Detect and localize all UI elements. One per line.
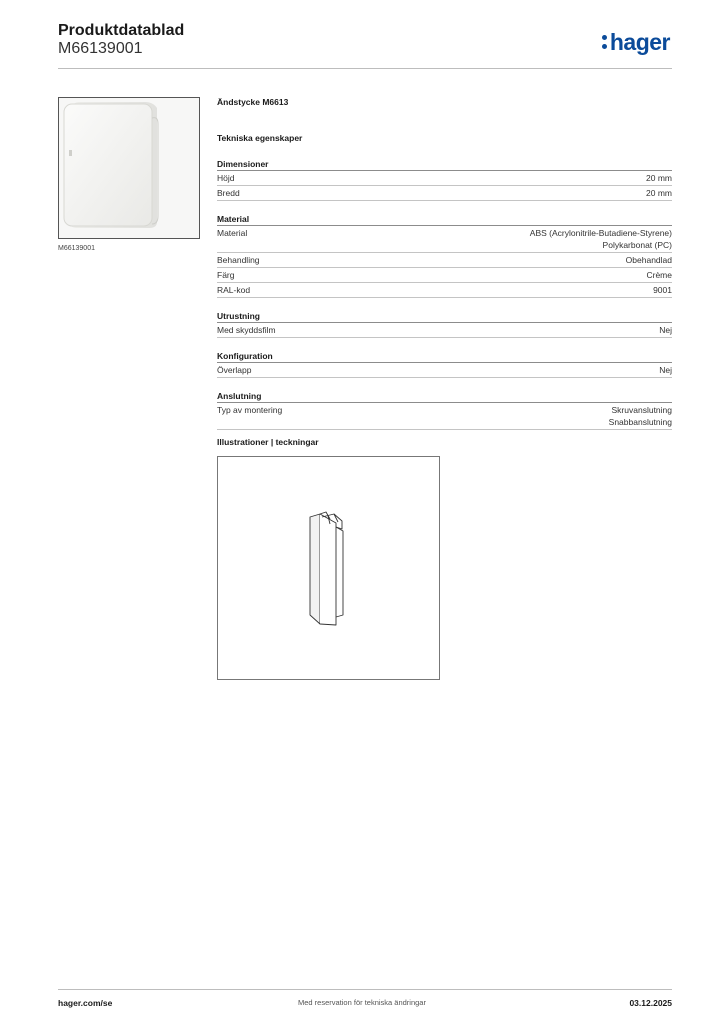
spec-value: Obehandlad (625, 255, 672, 265)
spec-label: Med skyddsfilm (217, 325, 276, 335)
spec-value: ABS (Acrylonitrile-Butadiene-Styrene) Polykarbonat (PC) (529, 228, 672, 250)
header-divider (58, 68, 672, 69)
spec-row (217, 283, 672, 298)
spec-value: Nej (659, 365, 672, 375)
spec-row (217, 403, 672, 430)
footer-website[interactable]: hager.com/se (58, 998, 113, 1008)
section-title: Dimensioner (217, 158, 672, 171)
spec-label: Bredd (217, 188, 240, 198)
spec-value: 9001 (653, 285, 672, 295)
spec-content (217, 96, 672, 430)
cover-box-image-icon (59, 98, 199, 238)
spec-label: Höjd (217, 173, 235, 183)
spec-row (217, 363, 672, 378)
spec-row (217, 323, 672, 338)
section-equipment (217, 310, 672, 338)
spec-row (217, 268, 672, 283)
spec-label: Material (217, 228, 248, 238)
document-number: M66139001 (58, 40, 143, 57)
section-title: Anslutning (217, 390, 672, 403)
spec-label: Överlapp (217, 365, 252, 375)
footer-divider (58, 989, 672, 990)
spec-row (217, 253, 672, 268)
spec-label: Behandling (217, 255, 260, 265)
spec-row (217, 171, 672, 186)
section-title: Utrustning (217, 310, 672, 323)
section-connection (217, 390, 672, 430)
section-title: Material (217, 213, 672, 226)
spec-row (217, 226, 672, 253)
footer-date: 03.12.2025 (629, 998, 672, 1008)
end-cap-drawing-icon (218, 457, 439, 679)
spec-value: 20 mm (646, 173, 672, 183)
photo-caption: M66139001 (58, 245, 95, 252)
illustration-drawing (217, 456, 440, 680)
hager-logo (602, 29, 670, 55)
spec-value: Nej (659, 325, 672, 335)
page-header (58, 22, 672, 70)
spec-value: Skruvanslutning Snabbanslutning (608, 405, 672, 427)
section-title: Konfiguration (217, 350, 672, 363)
spec-row (217, 186, 672, 201)
illustrations-heading: Illustrationer | teckningar (217, 437, 319, 447)
logo-text: hager (609, 29, 670, 55)
spec-value: 20 mm (646, 188, 672, 198)
spec-label: Färg (217, 270, 235, 280)
technical-properties-heading: Tekniska egenskaper (217, 133, 303, 143)
spec-value: Crème (646, 270, 672, 280)
logo-colon-icon (602, 32, 609, 50)
section-dimensions (217, 158, 672, 201)
product-photo (58, 97, 200, 239)
section-material (217, 213, 672, 298)
section-configuration (217, 350, 672, 378)
spec-label: RAL-kod (217, 285, 251, 295)
footer-disclaimer: Med reservation för tekniska ändringar (298, 998, 426, 1007)
product-name: Ändstycke M6613 (217, 97, 289, 107)
document-title: Produktdatablad (58, 22, 185, 39)
spec-label: Typ av montering (217, 405, 283, 415)
